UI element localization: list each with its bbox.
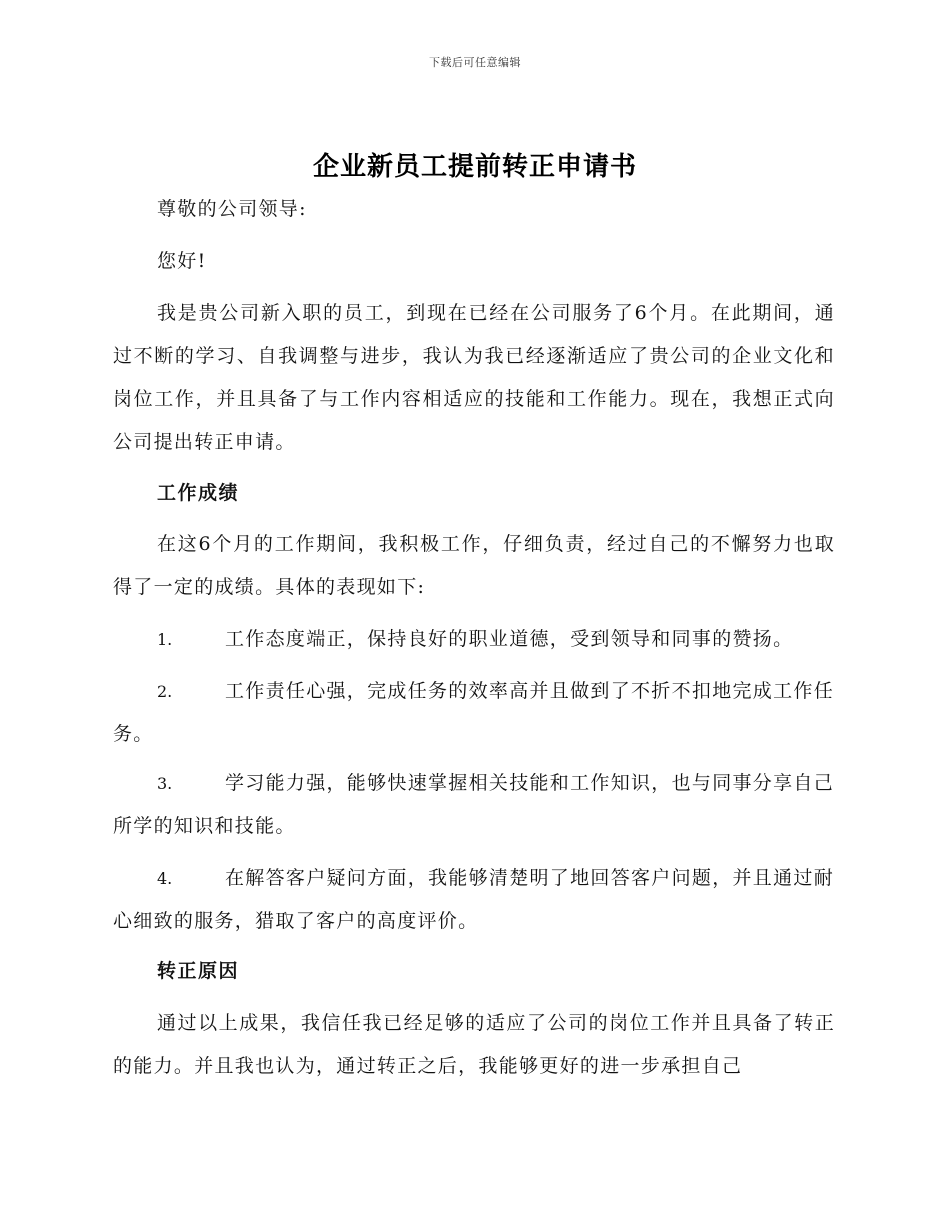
intro-paragraph: 我是贵公司新入职的员工，到现在已经在公司服务了6个月。在此期间，通过不断的学习、自我调整与进步，我认为我已经逐渐适应了贵公司的企业文化和岗位工作，并且具备了与工作内容相适应的技能和工作能力。现在，我想正式向公司提出转正申请。: [113, 302, 835, 453]
list-item: [113, 618, 835, 661]
list-item-number: 3.: [157, 774, 173, 793]
header-note: 下载后可任意编辑: [429, 56, 521, 69]
document-title: 企业新员工提前转正申请书: [312, 152, 637, 182]
section-heading-achievements: 工作成绩: [157, 482, 240, 504]
list-item-text: 在解答客户疑问方面，我能够清楚明了地回答客户问题，并且通过耐心细致的服务，猎取了客户的高度评价。: [113, 867, 835, 932]
list-item: [113, 762, 835, 848]
list-item-number: 4.: [157, 869, 173, 888]
list-item: [113, 670, 835, 756]
achievements-intro: 在这6个月的工作期间，我积极工作，仔细负责，经过自己的不懈努力也取得了一定的成绩。具体的表现如下:: [113, 533, 835, 598]
salutation: 尊敬的公司领导:: [157, 198, 307, 220]
list-item: [113, 857, 835, 943]
reasons-paragraph: 通过以上成果，我信任我已经足够的适应了公司的岗位工作并且具备了转正的能力。并且我也认为，通过转正之后，我能够更好的进一步承担自己: [113, 1012, 835, 1077]
list-item-text: 学习能力强，能够快速掌握相关技能和工作知识，也与同事分享自己所学的知识和技能。: [113, 772, 835, 837]
list-item-text: 工作态度端正，保持良好的职业道德，受到领导和同事的赞扬。: [225, 628, 794, 650]
list-item-text: 工作责任心强，完成任务的效率高并且做到了不折不扣地完成工作任务。: [113, 680, 835, 745]
section-heading-reasons: 转正原因: [157, 960, 240, 982]
list-item-number: 2.: [157, 682, 173, 701]
list-item-number: 1.: [157, 630, 173, 649]
greeting: 您好!: [157, 250, 207, 272]
